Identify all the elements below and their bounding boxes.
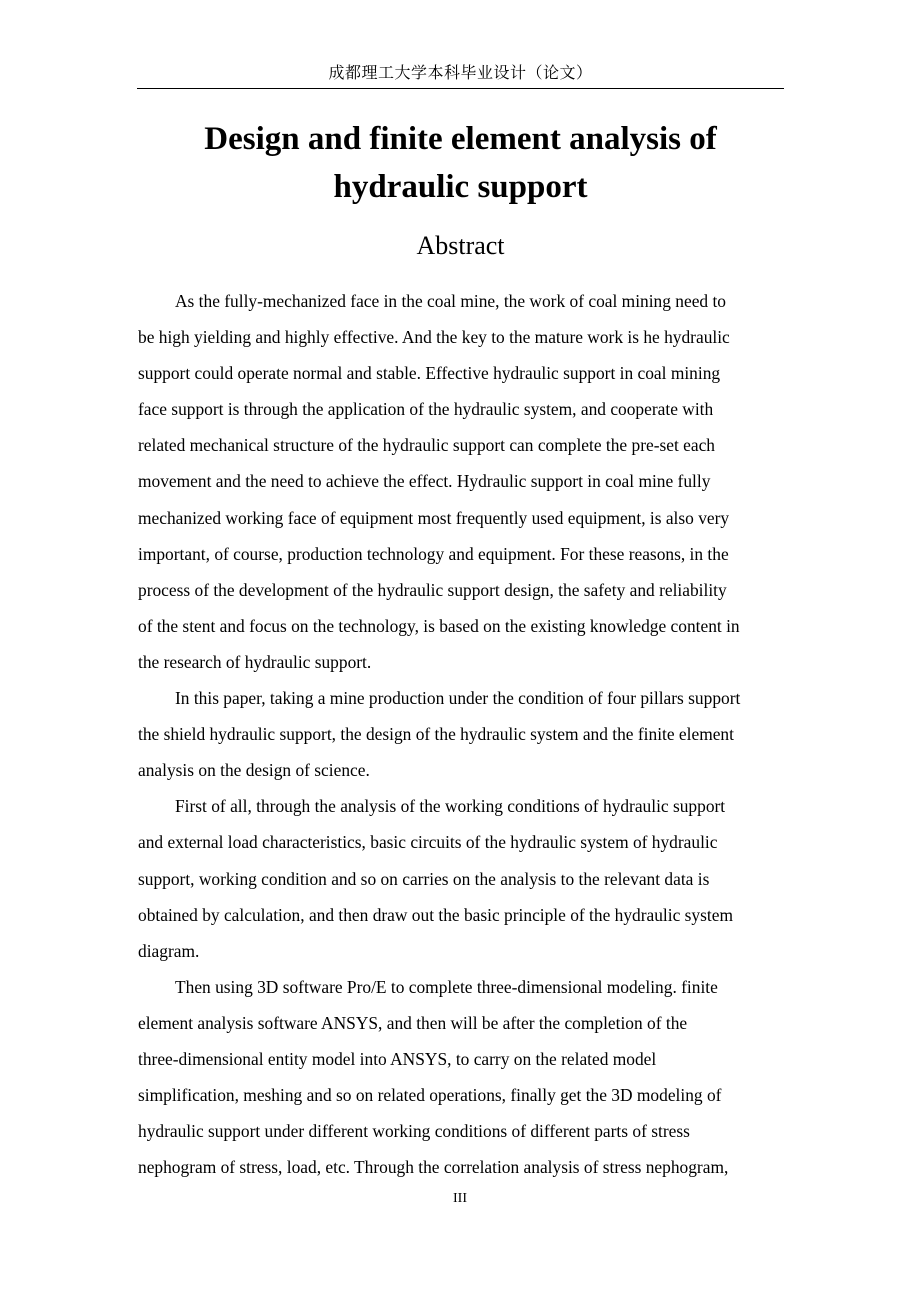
text-line: related mechanical structure of the hydraulic support can complete the pre-set each — [138, 435, 716, 456]
abstract-body — [138, 283, 786, 1185]
text-line: of the stent and focus on the technology, is based on the existing knowledge content in — [138, 615, 740, 636]
text-line: element analysis software ANSYS, and then will be after the completion of the — [138, 1012, 688, 1033]
text-line: obtained by calculation, and then draw out the basic principle of the hydraulic system — [138, 904, 733, 925]
text-line: movement and the need to achieve the effect. Hydraulic support in coal mine fully — [138, 471, 711, 492]
text-line: support, working condition and so on carries on the analysis to the relevant data is — [138, 868, 710, 889]
text-line: process of the development of the hydraulic support design, the safety and reliability — [138, 579, 727, 600]
page-number: III — [453, 1191, 467, 1206]
text-line: As the fully-mechanized face in the coal mine, the work of coal mining need to — [175, 291, 726, 311]
title-line-1: Design and finite element analysis of — [204, 121, 717, 157]
header-rule — [137, 88, 784, 89]
text-line: face support is through the application of the hydraulic system, and cooperate with — [138, 399, 714, 420]
text-line: First of all, through the analysis of the working conditions of hydraulic support — [175, 796, 726, 817]
text-line: In this paper, taking a mine production under the condition of four pillars support — [175, 688, 741, 709]
text-line: and external load characteristics, basic circuits of the hydraulic system of hydraulic — [138, 832, 718, 853]
text-line: the shield hydraulic support, the design of the hydraulic system and the finite element — [138, 724, 734, 745]
running-header: 成都理工大学本科毕业设计（论文） — [328, 65, 593, 82]
document-title — [137, 115, 784, 211]
text-line: diagram. — [138, 940, 200, 961]
text-line: mechanized working face of equipment most frequently used equipment, is also very — [138, 507, 730, 528]
text-line: important, of course, production technology and equipment. For these reasons, in the — [138, 543, 729, 564]
abstract-heading: Abstract — [416, 231, 505, 260]
text-line: nephogram of stress, load, etc. Through the correlation analysis of stress nephogram, — [138, 1157, 729, 1178]
text-line: hydraulic support under different working conditions of different parts of stress — [138, 1121, 690, 1142]
text-line: be high yielding and highly effective. And the key to the mature work is he hydraulic — [138, 327, 730, 348]
text-line: Then using 3D software Pro/E to complete three-dimensional modeling. finite — [175, 976, 718, 997]
text-line: the research of hydraulic support. — [138, 651, 372, 672]
title-line-2: hydraulic support — [333, 169, 588, 205]
text-line: three-dimensional entity model into ANSYS, to carry on the related model — [138, 1048, 657, 1069]
text-line: analysis on the design of science. — [138, 760, 370, 781]
text-line: simplification, meshing and so on related operations, finally get the 3D modeling of — [138, 1085, 722, 1106]
text-line: support could operate normal and stable. Effective hydraulic support in coal mining — [138, 363, 721, 384]
